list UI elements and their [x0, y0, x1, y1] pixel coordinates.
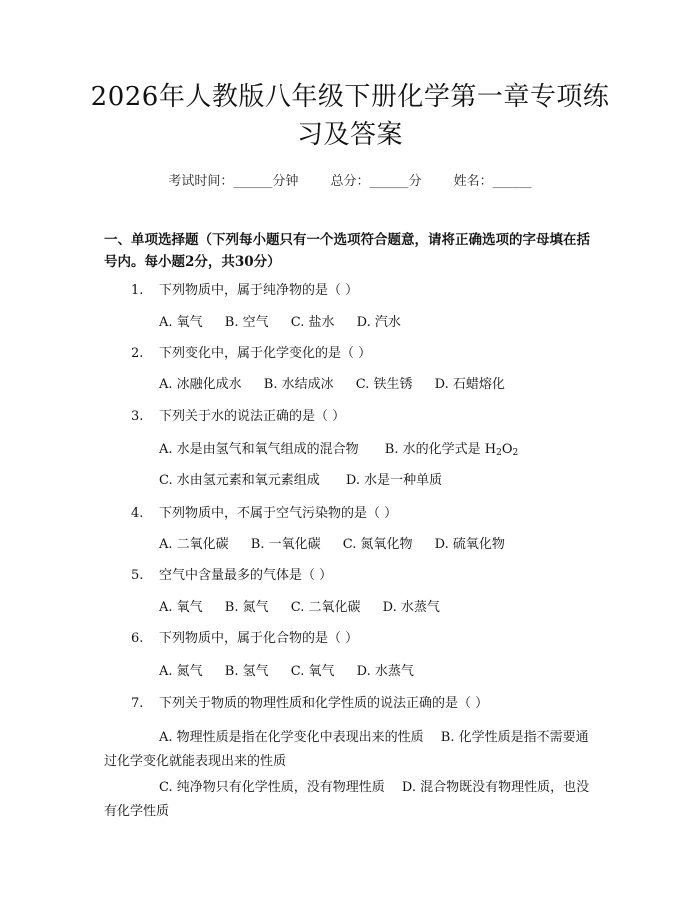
- question-text: 下列物质中，属于纯净物的是（ ）: [159, 283, 359, 298]
- option-a: A. 氧气: [159, 315, 203, 330]
- option-a: A. 氮气: [159, 664, 203, 679]
- question-7-options-cd: C. 纯净物只有化学性质，没有物理性质 D. 混合物既没有物理性质，也没有化学性质: [104, 780, 590, 819]
- question-1-options: [159, 313, 419, 333]
- question-number: 7.: [131, 696, 144, 711]
- question-5: [131, 566, 332, 586]
- question-text: 下列关于物质的物理性质和化学性质的说法正确的是（ ）: [159, 696, 489, 711]
- option-a: A. 二氧化碳: [159, 537, 229, 552]
- question-4: [131, 504, 397, 524]
- question-text: 下列关于水的说法正确的是（ ）: [159, 409, 346, 424]
- question-number: 2.: [131, 346, 144, 361]
- question-number: 4.: [131, 506, 144, 521]
- option-c: C. 氮氧化物: [342, 537, 413, 552]
- question-7: [131, 694, 488, 714]
- question-3-options-row-1: [159, 440, 518, 463]
- option-b: B. 水结成冰: [263, 377, 334, 392]
- water-formula: $H_2O_2$: [484, 442, 519, 458]
- option-a: A. 冰融化成水: [159, 377, 242, 392]
- question-number: 3.: [131, 409, 144, 424]
- option-c: C. 氧气: [290, 664, 335, 679]
- option-b: [385, 442, 518, 457]
- option-d: D. 汽水: [356, 315, 401, 330]
- title-line-2: 习及答案: [296, 120, 403, 150]
- option-b: B. 氢气: [224, 664, 269, 679]
- question-2: [131, 344, 371, 364]
- question-text: 下列物质中，不属于空气污染物的是（ ）: [159, 506, 398, 521]
- option-d: D. 石蜡熔化: [434, 377, 505, 392]
- option-b: B. 氮气: [224, 600, 269, 615]
- question-number: 6.: [131, 631, 144, 646]
- student-name-field: 姓名：______: [453, 174, 532, 189]
- option-c: C. 二氧化碳: [290, 600, 361, 615]
- document-title: [60, 78, 640, 154]
- question-text: 下列物质中，属于化合物的是（ ）: [159, 631, 359, 646]
- option-c: C. 铁生锈: [355, 377, 413, 392]
- question-number: 1.: [131, 283, 144, 298]
- question-2-options: [159, 375, 523, 395]
- section-heading: 一、单项选择题（下列每小题只有一个选项符合题意，请将正确选项的字母填在括号内。每小题2分，共30分）: [104, 232, 590, 270]
- question-text: 空气中含量最多的气体是（ ）: [159, 568, 333, 583]
- question-1: [131, 281, 358, 301]
- question-3-options-row-2: [159, 471, 442, 491]
- question-3: [131, 407, 345, 427]
- question-text: 下列变化中，属于化学变化的是（ ）: [159, 346, 372, 361]
- question-6: [131, 629, 358, 649]
- option-a: A. 水是由氢气和氧气组成的混合物: [159, 442, 359, 457]
- option-d: D. 水蒸气: [382, 600, 440, 615]
- option-a: A. 氧气: [159, 600, 203, 615]
- question-5-options: [159, 598, 458, 618]
- question-6-options: [159, 662, 432, 682]
- question-7-options-ab: A. 物理性质是指在化学变化中表现出来的性质 B. 化学性质是指不需要通过化学变化就能表现出来的性质: [104, 730, 589, 769]
- option-d: D. 硫氧化物: [434, 537, 505, 552]
- option-d: D. 水蒸气: [356, 664, 414, 679]
- option-b-text: B. 水的化学式是: [384, 442, 481, 457]
- option-b: B. 一氧化碳: [250, 537, 321, 552]
- option-c: C. 盐水: [290, 315, 335, 330]
- total-score-field: 总分：______分: [330, 174, 422, 189]
- option-c: C. 水由氢元素和氧元素组成: [159, 473, 320, 488]
- title-line-1: 2026年人教版八年级下册化学第一章专项练: [90, 82, 610, 112]
- exam-time-field: 考试时间：______分钟: [168, 174, 299, 189]
- option-b: B. 空气: [224, 315, 269, 330]
- question-4-options: [159, 535, 523, 555]
- question-number: 5.: [131, 568, 144, 583]
- exam-info-line: [0, 170, 700, 189]
- option-d: D. 水是一种单质: [345, 473, 443, 488]
